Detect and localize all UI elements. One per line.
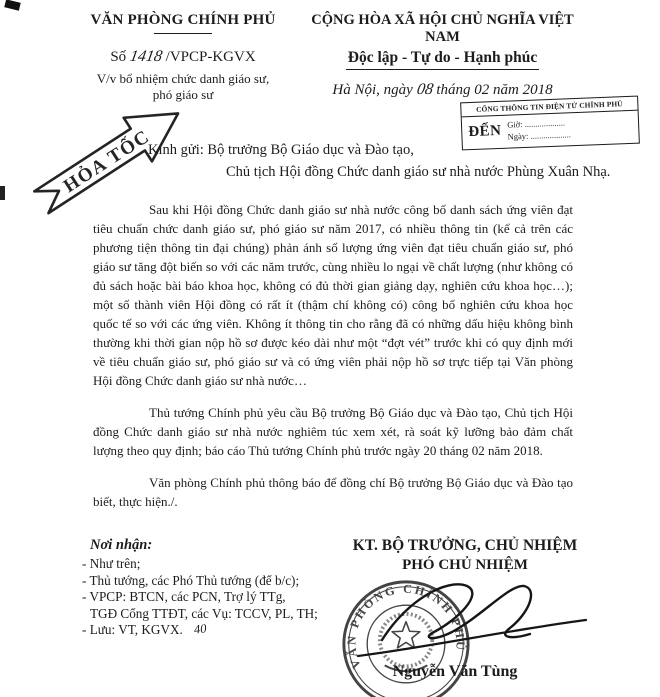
- paragraph-1: Sau khi Hội đồng Chức danh giáo sư nhà nước công bố danh sách ứng viên đạt tiêu chuẩn chức danh giáo sư, phó giáo sư năm 2017, có nhiều thông tin (kể cả trên các phương tiện thông tin đại chúng) phản ánh số lượng ứng viên đạt tiêu chuẩn giáo sư, phó giáo sư tăng đột biến so với các năm trước, cùng nhiều lo ngại về chất lượng (như không có đủ sách hoặc bài báo khoa học, không có đủ thời gian giảng dạy, nghiên cứu khoa học…); một số thành viên Hội đồng có rất ít (thậm chí không có) công bố nghiên cứu khoa học quốc tế so với các ứng viên. Không ít thông tin cho rằng đã có những dấu hiệu không bình thường khi thời gian nộp hồ sơ được kéo dài như một “đợt vét” trước khi có quy định mới về tiêu chuẩn giáo sư, phó giáo sư và có ứng viên phải nộp hồ sơ trực tiếp tại Văn phòng Hội đồng Chức danh giáo sư nhà nước…: [93, 202, 573, 388]
- number-prefix: Số: [110, 49, 127, 65]
- signature-scrawl: [352, 570, 592, 665]
- distribution-label: Nơi nhận:: [90, 537, 153, 553]
- number-suffix: /VPCP-KGVX: [165, 49, 256, 65]
- urgent-stamp-label: HỎA TỐC: [59, 125, 154, 198]
- seal-text: VĂN PHÒNG CHÍNH PHỦ: [344, 581, 468, 671]
- subject-line2: phó giáo sư: [152, 87, 214, 102]
- signer-title-1: KT. BỘ TRƯỞNG, CHỦ NHIỆM: [352, 537, 578, 554]
- document-body: [93, 200, 573, 524]
- date-dots: ...................: [530, 129, 572, 141]
- scan-artifact: [4, 0, 20, 11]
- issuing-org: VĂN PHÒNG CHÍNH PHỦ: [90, 12, 276, 28]
- incoming-stamp-den: ĐẾN: [467, 122, 502, 141]
- hour-dots: ...................: [524, 117, 566, 129]
- place-date-post: tháng 02 năm 2018: [436, 82, 553, 98]
- recipient-line2: Chủ tịch Hội đồng Chức danh giáo sư nhà nước Phùng Xuân Nhạ.: [226, 164, 611, 180]
- signature-block: [315, 537, 615, 574]
- paragraph-2: Thủ tướng Chính phủ yêu cầu Bộ trưởng Bộ Giáo dục và Đào tạo, Chủ tịch Hội đồng Chức danh giáo sư nhà nước nghiêm túc xem xét, rà soát kỹ lưỡng bảo đảm chất lượng theo quy định; báo cáo Thủ tướng Chính phủ trước ngày 20 tháng 02 năm 2018.: [93, 405, 573, 458]
- distribution-item: - Như trên;: [82, 556, 141, 571]
- place-date-pre: Hà Nội, ngày: [332, 82, 413, 98]
- subject-line1: V/v bổ nhiệm chức danh giáo sư,: [96, 71, 270, 86]
- national-motto-line2: Độc lập - Tự do - Hạnh phúc: [346, 49, 539, 70]
- place-date-line: [295, 81, 590, 99]
- document-number: [56, 48, 310, 66]
- header-right: [295, 12, 590, 99]
- hour-label: Giờ:: [507, 119, 523, 130]
- handwritten-day: 08: [415, 81, 435, 98]
- recipient-line1: Kính gửi: Bộ trưởng Bộ Giáo dục và Đào tạo,: [148, 142, 414, 158]
- distribution-item: - Lưu: VT, KGVX.: [82, 622, 183, 637]
- handwritten-number: 1418: [128, 48, 164, 65]
- distribution-item: TGĐ Cổng TTĐT, các Vụ: TCCV, PL, TH;: [90, 605, 318, 621]
- distribution-item: - Thủ tướng, các Phó Thủ tướng (để b/c);: [82, 572, 300, 588]
- signer-name: Nguyễn Văn Tùng: [392, 663, 518, 680]
- recipient-block: [148, 139, 618, 183]
- incoming-stamp-title: CỔNG THÔNG TIN ĐIỆN TỬ CHÍNH PHỦ: [461, 97, 637, 118]
- org-underline: [154, 33, 212, 34]
- paragraph-3: Văn phòng Chính phủ thông báo để đồng chí Bộ trưởng Bộ Giáo dục và Đào tạo biết, thực hiện./.: [93, 475, 573, 509]
- national-motto-line1: CỘNG HÒA XÃ HỘI CHỦ NGHĨA VIỆT NAM: [311, 12, 574, 45]
- date-label: Ngày:: [507, 130, 529, 142]
- signer-title-2: PHÓ CHỦ NHIỆM: [402, 557, 528, 573]
- distribution-item: - VPCP: BTCN, các PCN, Trợ lý TTg,: [82, 589, 286, 604]
- handwritten-note: 40: [193, 621, 208, 637]
- scan-artifact: [0, 186, 5, 200]
- header-left: [56, 12, 310, 103]
